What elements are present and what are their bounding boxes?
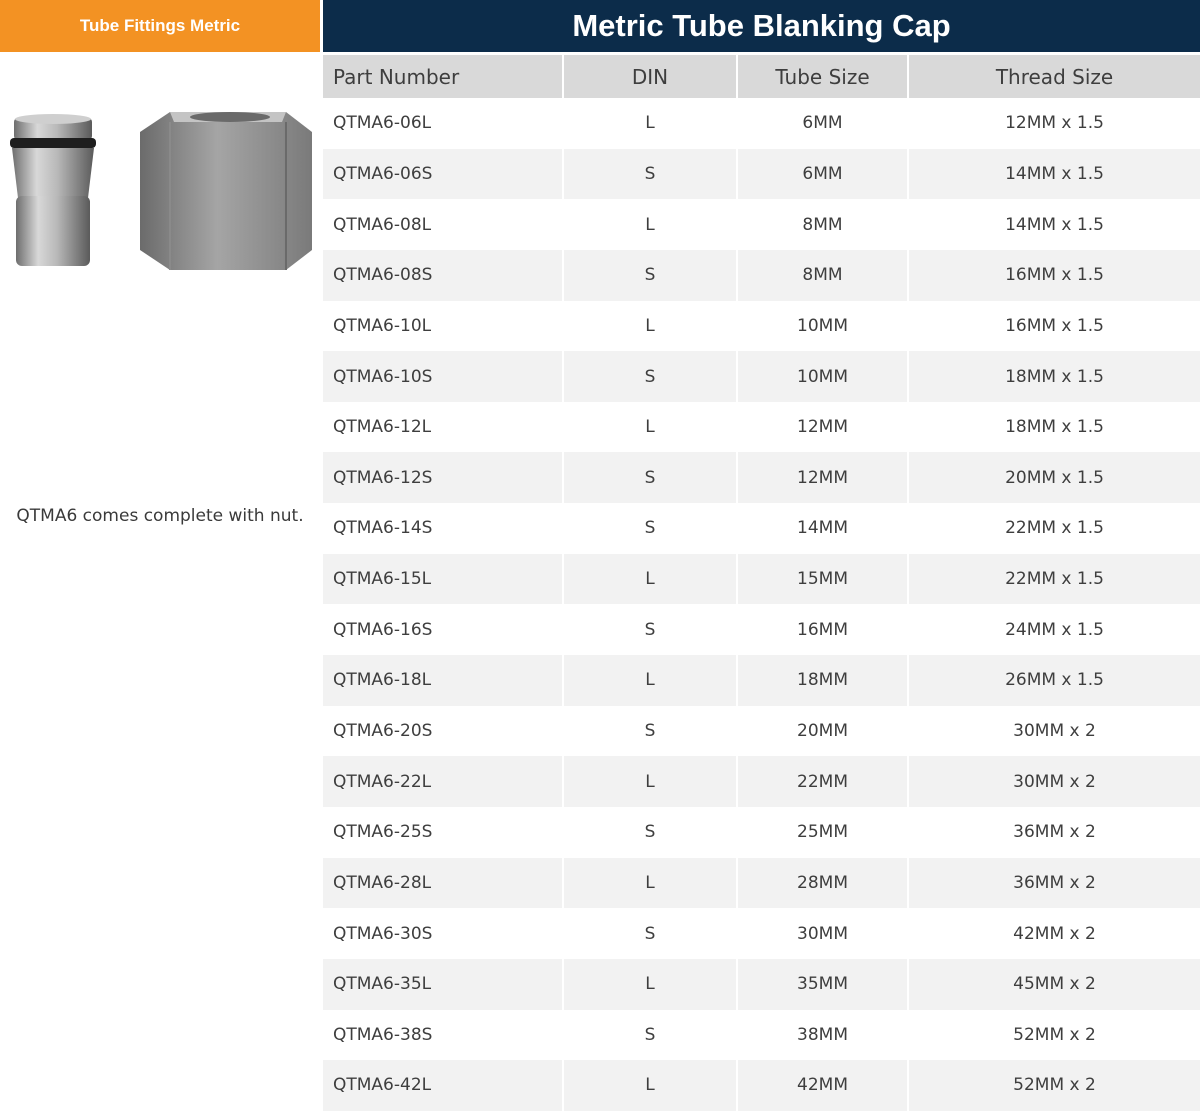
thread-size-cell: 42MM x 2 bbox=[907, 908, 1200, 959]
table-row bbox=[323, 655, 1200, 706]
din-cell: L bbox=[562, 655, 736, 706]
table-row bbox=[323, 756, 1200, 807]
din-cell: S bbox=[562, 706, 736, 757]
part-number-cell: QTMA6-10L bbox=[333, 315, 432, 336]
table-row bbox=[323, 604, 1200, 655]
category-tab[interactable]: Tube Fittings Metric bbox=[0, 0, 320, 52]
tube-size-cell: 28MM bbox=[736, 858, 907, 909]
part-number-cell: QTMA6-12S bbox=[323, 452, 562, 503]
tube-size-cell: 12MM bbox=[736, 402, 907, 453]
din-cell: S bbox=[562, 250, 736, 301]
tube-size-cell: 25MM bbox=[736, 807, 907, 858]
thread-size-cell: 30MM x 2 bbox=[907, 706, 1200, 757]
column-header-part-number: Part Number bbox=[323, 55, 562, 98]
din-cell: L bbox=[562, 959, 736, 1010]
tube-size-cell: 20MM bbox=[736, 706, 907, 757]
din-cell: L bbox=[562, 199, 736, 250]
table-row bbox=[323, 351, 1200, 402]
table-row bbox=[323, 1060, 1200, 1111]
table-row bbox=[323, 199, 1200, 250]
thread-size-cell: 45MM x 2 bbox=[907, 959, 1200, 1010]
table-row bbox=[323, 149, 1200, 200]
thread-size-cell: 14MM x 1.5 bbox=[907, 149, 1200, 200]
din-cell: L bbox=[562, 301, 736, 352]
table-row bbox=[323, 452, 1200, 503]
parts-table bbox=[323, 55, 1200, 1111]
tube-size-cell: 42MM bbox=[736, 1060, 907, 1111]
part-number-cell: QTMA6-25S bbox=[333, 822, 433, 843]
part-number-cell: QTMA6-20S bbox=[333, 721, 433, 741]
table-row bbox=[323, 807, 1200, 858]
part-number-cell: QTMA6-15L bbox=[323, 554, 562, 605]
thread-size-cell: 36MM x 2 bbox=[907, 858, 1200, 909]
din-cell: S bbox=[562, 452, 736, 503]
right-panel bbox=[323, 0, 1200, 1112]
din-cell: S bbox=[562, 503, 736, 554]
thread-size-cell: 52MM x 2 bbox=[907, 1010, 1200, 1061]
thread-size-cell: 26MM x 1.5 bbox=[907, 655, 1200, 706]
table-body bbox=[323, 98, 1200, 1111]
tube-size-cell: 6MM bbox=[736, 149, 907, 200]
part-number-cell: QTMA6-38S bbox=[333, 1024, 433, 1045]
table-header-row bbox=[323, 55, 1200, 98]
thread-size-cell: 16MM x 1.5 bbox=[907, 301, 1200, 352]
tube-size-cell: 15MM bbox=[736, 554, 907, 605]
column-header-tube-size: Tube Size bbox=[736, 55, 907, 98]
part-number-cell: QTMA6-18L bbox=[323, 655, 562, 706]
din-cell: L bbox=[562, 98, 736, 149]
tube-size-cell: 12MM bbox=[736, 452, 907, 503]
table-row bbox=[323, 98, 1200, 149]
thread-size-cell: 24MM x 1.5 bbox=[907, 604, 1200, 655]
table-row bbox=[323, 959, 1200, 1010]
tube-size-cell: 10MM bbox=[736, 351, 907, 402]
tube-size-cell: 16MM bbox=[736, 604, 907, 655]
part-number-cell: QTMA6-35L bbox=[323, 959, 562, 1010]
din-cell: S bbox=[562, 1010, 736, 1061]
part-number-cell: QTMA6-22L bbox=[323, 756, 562, 807]
part-number-cell: QTMA6-10S bbox=[323, 351, 562, 402]
tube-size-cell: 10MM bbox=[736, 301, 907, 352]
thread-size-cell: 52MM x 2 bbox=[907, 1060, 1200, 1111]
thread-size-cell: 18MM x 1.5 bbox=[907, 402, 1200, 453]
page-title: Metric Tube Blanking Cap bbox=[323, 0, 1200, 52]
tube-size-cell: 35MM bbox=[736, 959, 907, 1010]
thread-size-cell: 14MM x 1.5 bbox=[907, 199, 1200, 250]
table-row bbox=[323, 402, 1200, 453]
part-number-cell: QTMA6-06L bbox=[333, 113, 432, 134]
part-number-cell: QTMA6-16S bbox=[333, 619, 433, 640]
table-row bbox=[323, 554, 1200, 605]
tube-size-cell: 30MM bbox=[736, 908, 907, 959]
tube-size-cell: 38MM bbox=[736, 1010, 907, 1061]
din-cell: L bbox=[562, 1060, 736, 1111]
part-number-cell: QTMA6-14S bbox=[333, 518, 433, 539]
table-row bbox=[323, 1010, 1200, 1061]
din-cell: L bbox=[562, 756, 736, 807]
tube-size-cell: 8MM bbox=[736, 199, 907, 250]
part-number-cell: QTMA6-08S bbox=[323, 250, 562, 301]
din-cell: S bbox=[562, 908, 736, 959]
din-cell: S bbox=[562, 604, 736, 655]
table-row bbox=[323, 908, 1200, 959]
din-cell: S bbox=[562, 351, 736, 402]
tube-size-cell: 6MM bbox=[736, 98, 907, 149]
thread-size-cell: 16MM x 1.5 bbox=[907, 250, 1200, 301]
blanking-cap-graphic bbox=[10, 114, 96, 266]
din-cell: L bbox=[562, 858, 736, 909]
din-cell: L bbox=[562, 554, 736, 605]
product-image bbox=[0, 110, 320, 280]
left-panel bbox=[0, 0, 320, 1112]
table-row bbox=[323, 301, 1200, 352]
thread-size-cell: 36MM x 2 bbox=[907, 807, 1200, 858]
thread-size-cell: 20MM x 1.5 bbox=[907, 452, 1200, 503]
part-number-cell: QTMA6-06S bbox=[323, 149, 562, 200]
column-header-din: DIN bbox=[562, 55, 736, 98]
part-number-cell: QTMA6-12L bbox=[333, 417, 432, 438]
part-number-cell: QTMA6-08L bbox=[333, 214, 432, 235]
product-note: QTMA6 comes complete with nut. bbox=[16, 506, 304, 526]
thread-size-cell: 12MM x 1.5 bbox=[907, 98, 1200, 149]
part-number-cell: QTMA6-28L bbox=[323, 858, 562, 909]
column-header-thread-size: Thread Size bbox=[907, 55, 1200, 98]
thread-size-cell: 18MM x 1.5 bbox=[907, 351, 1200, 402]
tube-size-cell: 8MM bbox=[736, 250, 907, 301]
din-cell: S bbox=[562, 149, 736, 200]
table-row bbox=[323, 706, 1200, 757]
tube-size-cell: 14MM bbox=[736, 503, 907, 554]
thread-size-cell: 30MM x 2 bbox=[907, 756, 1200, 807]
table-row bbox=[323, 858, 1200, 909]
thread-size-cell: 22MM x 1.5 bbox=[907, 503, 1200, 554]
tube-size-cell: 18MM bbox=[736, 655, 907, 706]
part-number-cell: QTMA6-42L bbox=[323, 1060, 562, 1111]
part-number-cell: QTMA6-30S bbox=[333, 923, 433, 944]
din-cell: S bbox=[562, 807, 736, 858]
tube-size-cell: 22MM bbox=[736, 756, 907, 807]
din-cell: L bbox=[562, 402, 736, 453]
table-row bbox=[323, 250, 1200, 301]
thread-size-cell: 22MM x 1.5 bbox=[907, 554, 1200, 605]
table-row bbox=[323, 503, 1200, 554]
hex-nut-graphic bbox=[140, 112, 312, 270]
